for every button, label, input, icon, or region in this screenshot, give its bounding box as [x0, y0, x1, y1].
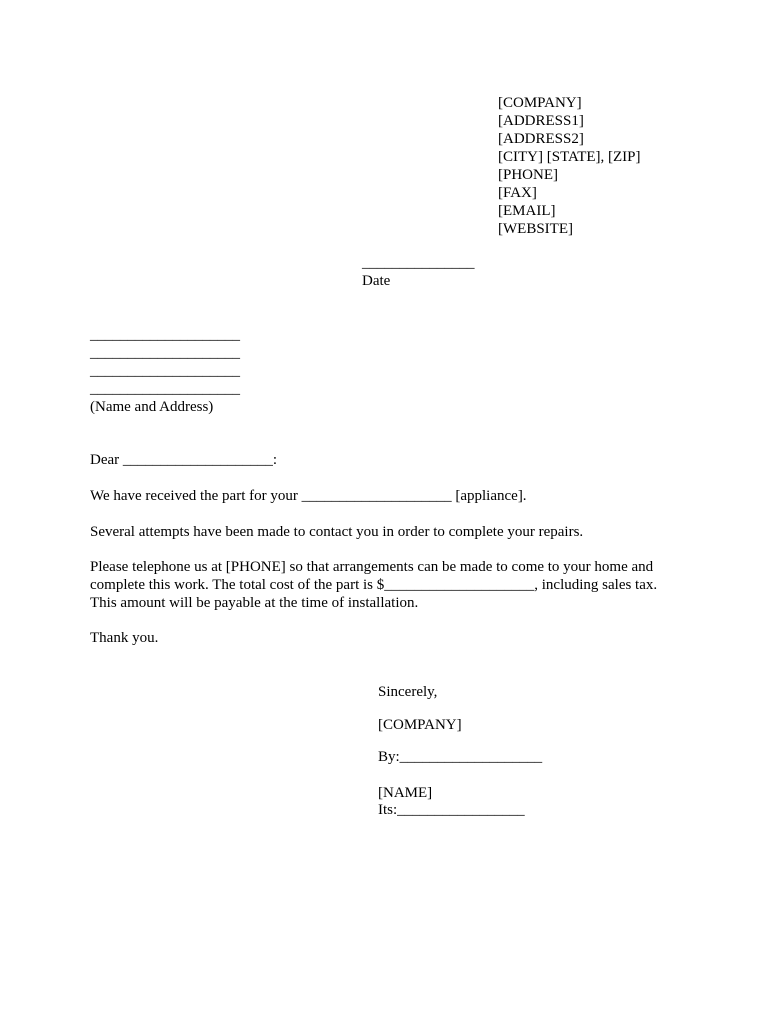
body-paragraph-2: Several attempts have been made to contact you in order to complete your repairs.	[90, 524, 584, 540]
letterhead-email: [EMAIL]	[498, 203, 556, 219]
recipient-line: ____________________	[90, 381, 240, 397]
letterhead-address2: [ADDRESS2]	[498, 131, 584, 147]
letterhead-website: [WEBSITE]	[498, 221, 573, 237]
body-paragraph-3-line: This amount will be payable at the time of installation.	[90, 595, 419, 611]
letterhead-block	[498, 94, 641, 238]
salutation: Dear ____________________:	[90, 452, 278, 468]
closing-sincerely: Sincerely,	[378, 684, 438, 700]
letterhead-address1: [ADDRESS1]	[498, 113, 584, 129]
closing-its-title-line: Its:_________________	[378, 802, 525, 818]
date-label: Date	[362, 273, 391, 289]
thank-you: Thank you.	[90, 630, 159, 646]
body-paragraph-3-line: Please telephone us at [PHONE] so that arrangements can be made to come to your home and	[90, 559, 654, 575]
body-paragraph-3-line: complete this work. The total cost of the part is $____________________, including sales tax.	[90, 577, 658, 593]
letterhead-phone: [PHONE]	[498, 167, 558, 183]
letterhead-company: [COMPANY]	[498, 95, 582, 111]
recipient-line: ____________________	[90, 345, 240, 361]
body-paragraph-3	[90, 558, 657, 612]
letterhead-fax: [FAX]	[498, 185, 537, 201]
letterhead-city-state-zip: [CITY] [STATE], [ZIP]	[498, 149, 641, 165]
body-paragraph-1: We have received the part for your ____________________ [appliance].	[90, 488, 527, 504]
closing-company: [COMPANY]	[378, 717, 462, 733]
recipient-line: ____________________	[90, 327, 240, 343]
date-blank: _______________	[362, 255, 475, 271]
recipient-block	[90, 326, 240, 416]
recipient-label: (Name and Address)	[90, 399, 214, 415]
closing-by-signature-line: By:___________________	[378, 749, 543, 765]
recipient-line: ____________________	[90, 363, 240, 379]
closing-name: [NAME]	[378, 785, 433, 801]
